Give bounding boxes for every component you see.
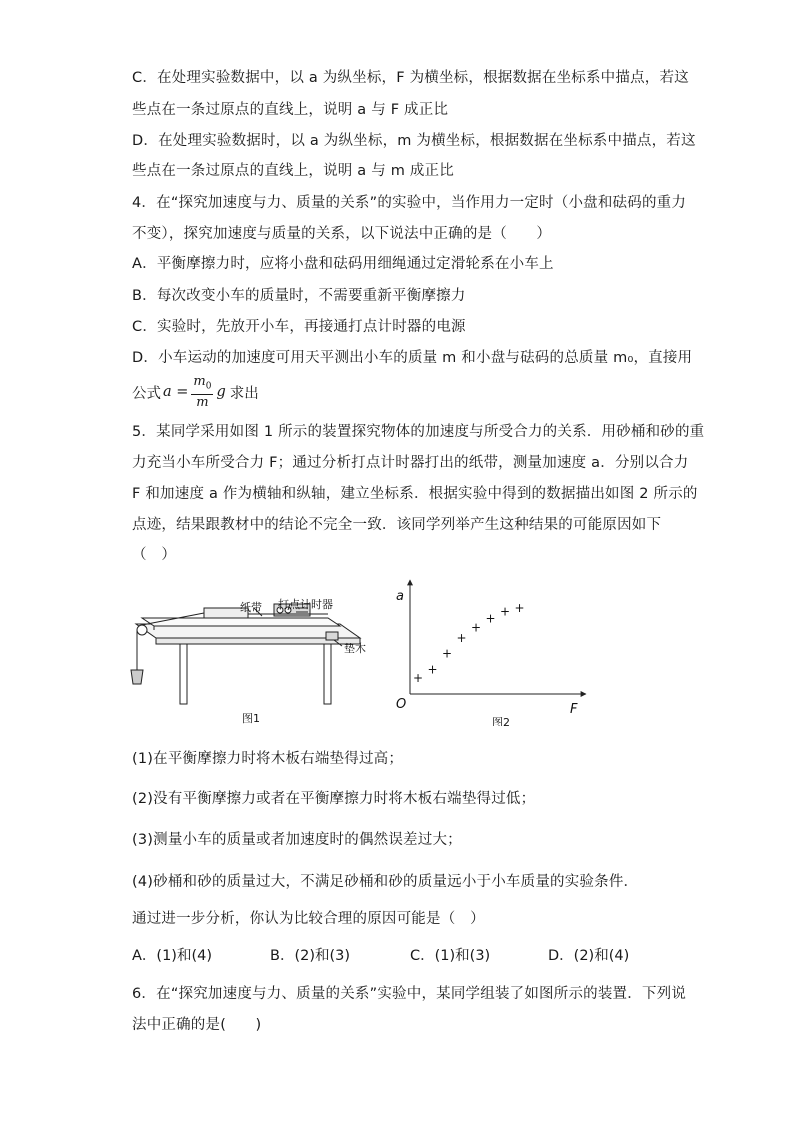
reason-4: (4)砂桶和砂的质量过大，不满足砂桶和砂的质量远小于小车质量的实验条件． [132, 874, 639, 890]
question-4-option-a: A．平衡摩擦力时，应将小盘和砝码用细绳通过定滑轮系在小车上 [132, 256, 554, 272]
pulley [137, 625, 147, 635]
question-3-option-c-line2: 些点在一条过原点的直线上，说明 a 与 F 成正比 [132, 102, 449, 118]
formula-numerator: $m_0$ [191, 374, 213, 396]
question-5-stem-line3: F 和加速度 a 作为横轴和纵轴，建立坐标系．根据实验中得到的数据描出如图 2 所示的 [132, 486, 698, 502]
formula-fraction [191, 374, 213, 411]
question-5-prompt: 通过进一步分析，你认为比较合理的原因可能是（ ） [132, 911, 485, 927]
question-4-stem-line2: 不变），探究加速度与质量的关系，以下说法中正确的是（ ） [132, 226, 552, 242]
question-6-stem-line1: 6．在“探究加速度与力、质量的关系”实验中，某同学组装了如图所示的装置．下列说 [132, 986, 687, 1002]
question-3-option-c-line1: C．在处理实验数据中，以 a 为纵坐标，F 为横坐标，根据数据在坐标系中描点，若这 [132, 70, 689, 86]
data-point-marker: + [412, 671, 424, 685]
question-3-option-d-line1: D．在处理实验数据时，以 a 为纵坐标，m 为横坐标，根据数据在坐标系中描点，若这 [132, 133, 696, 149]
option-a: A．(1)和(4) [132, 948, 212, 964]
reason-1: (1)在平衡摩擦力时将木板右端垫得过高； [132, 751, 404, 767]
scatter-points [413, 601, 525, 685]
table-leg [180, 644, 187, 704]
y-axis-label: a [396, 589, 404, 604]
question-4-stem-line1: 4．在“探究加速度与力、质量的关系”的实验中，当作用力一定时（小盘和砝码的重力 [132, 195, 687, 211]
reason-3: (3)测量小车的质量或者加速度时的偶然误差过大； [132, 832, 462, 848]
data-point-marker: + [470, 620, 482, 635]
option-b: B．(2)和(3) [270, 948, 351, 964]
figure-2-scatter-plot [388, 576, 598, 726]
question-6-stem-line2: 法中正确的是( ) [132, 1017, 262, 1033]
question-5-stem-line1: 5．某同学采用如图 1 所示的装置探究物体的加速度与所受合力的关系．用砂桶和砂的重 [132, 424, 705, 440]
figure-1-caption: 图1 [242, 712, 260, 725]
question-5-stem-line2: 力充当小车所受合力 F；通过分析打点计时器打出的纸带，测量加速度 a．分别以合力 [132, 455, 689, 471]
figure-1-apparatus [128, 592, 368, 732]
formula-lhs: a = [163, 384, 189, 400]
figure-1-label-block: 垫木 [344, 642, 366, 655]
figure-1-label-tape: 纸带 [240, 601, 262, 614]
option-c: C．(1)和(3) [410, 948, 491, 964]
reason-2: (2)没有平衡摩擦力或者在平衡摩擦力时将木板右端垫得过低； [132, 791, 536, 807]
question-4-option-d-line1: D．小车运动的加速度可用天平测出小车的质量 m 和小盘与砝码的总质量 m₀，直接用 [132, 350, 693, 366]
question-5-stem-line4: 点迹，结果跟教材中的结论不完全一致．该同学列举产生这种结果的可能原因如下 [132, 517, 662, 533]
origin-label: O [396, 697, 407, 712]
wooden-block [326, 632, 338, 640]
table-leg [324, 644, 331, 704]
data-point-marker: + [499, 604, 511, 619]
data-point-marker: + [441, 646, 453, 661]
data-point-marker: + [427, 662, 438, 677]
formula-g: g [216, 384, 226, 400]
data-point-marker: + [514, 601, 525, 615]
formula-suffix: 求出 [229, 385, 259, 402]
question-4-option-c: C．实验时，先放开小车，再接通打点计时器的电源 [132, 319, 466, 335]
formula-prefix: 公式 [132, 385, 161, 402]
data-point-marker: + [456, 630, 467, 645]
figure-1-label-timer: 打点计时器 [278, 598, 333, 611]
data-point-marker: + [485, 611, 496, 626]
sand-bucket [131, 670, 143, 684]
x-axis-label: F [570, 702, 578, 717]
question-4-option-d-formula [132, 372, 259, 412]
figure-2-caption: 图2 [492, 716, 510, 726]
question-3-option-d-line2: 些点在一条过原点的直线上，说明 a 与 m 成正比 [132, 163, 454, 179]
question-5-answer-blank: （ ） [132, 547, 177, 563]
option-d: D．(2)和(4) [548, 948, 630, 964]
question-4-option-b: B．每次改变小车的质量时，不需要重新平衡摩擦力 [132, 288, 466, 304]
formula-denominator: m [196, 395, 209, 411]
